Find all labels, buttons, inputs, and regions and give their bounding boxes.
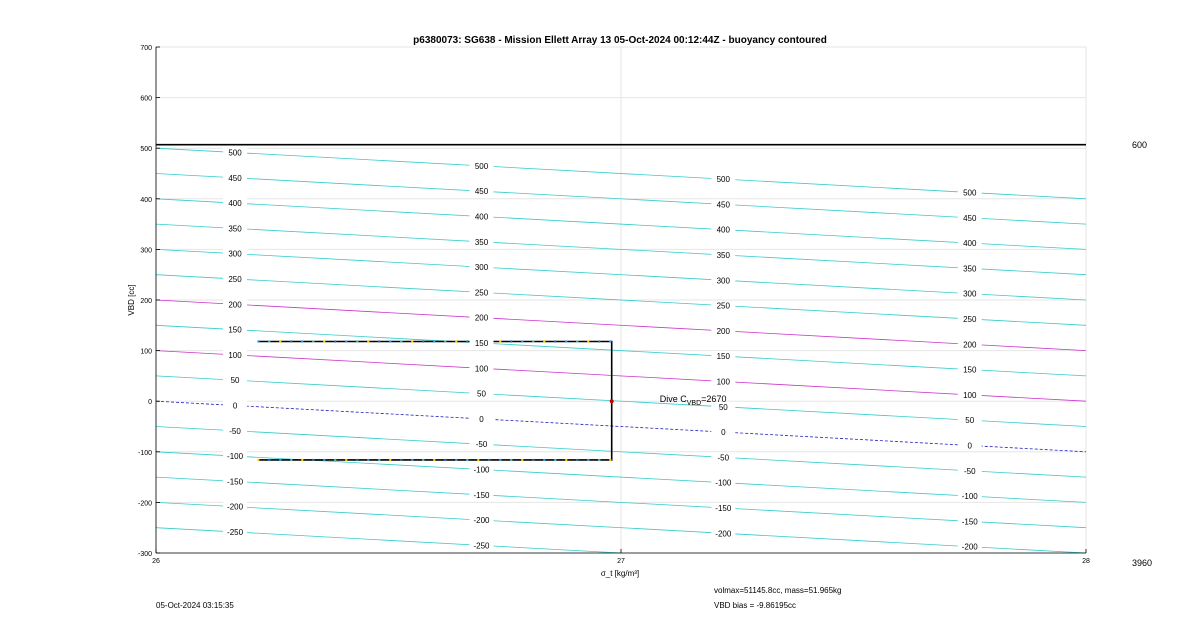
contour-label: 300 bbox=[963, 289, 977, 299]
data-point bbox=[499, 459, 501, 461]
data-point bbox=[455, 340, 457, 342]
y-tick-label: 0 bbox=[148, 399, 152, 407]
data-point bbox=[290, 459, 292, 461]
contour-label: 350 bbox=[474, 237, 489, 247]
contour-label: -150 bbox=[227, 477, 244, 487]
data-point bbox=[521, 459, 523, 461]
data-point bbox=[301, 459, 303, 461]
y-tick-label: 500 bbox=[140, 146, 152, 154]
contour-label: 400 bbox=[963, 239, 977, 249]
contour-label: 350 bbox=[963, 264, 977, 274]
data-point bbox=[576, 340, 578, 342]
data-point bbox=[466, 340, 468, 342]
vbd-bias: VBD bias = -9.86195cc bbox=[714, 601, 797, 610]
data-point bbox=[554, 340, 556, 342]
data-point bbox=[400, 459, 402, 461]
data-point bbox=[598, 340, 600, 342]
data-point bbox=[312, 340, 314, 342]
contour-label: 200 bbox=[474, 313, 489, 323]
data-point bbox=[587, 459, 589, 461]
contour-label: 500 bbox=[716, 175, 730, 185]
data-point bbox=[367, 340, 369, 342]
contour-label: 100 bbox=[716, 377, 730, 387]
contour-label: 500 bbox=[474, 161, 489, 171]
data-point bbox=[444, 459, 446, 461]
marker-point bbox=[610, 399, 614, 403]
data-point bbox=[301, 340, 303, 342]
x-tick-label: 26 bbox=[152, 558, 160, 565]
contour-label: 250 bbox=[716, 301, 730, 311]
contour-label: -100 bbox=[473, 465, 490, 475]
contour-label: 250 bbox=[228, 275, 242, 285]
contour-label: 300 bbox=[228, 249, 242, 259]
data-point bbox=[257, 340, 259, 342]
data-point bbox=[290, 340, 292, 342]
contour-label: 450 bbox=[963, 213, 977, 223]
data-point bbox=[356, 340, 358, 342]
data-point bbox=[422, 459, 424, 461]
data-point bbox=[477, 459, 479, 461]
data-point bbox=[323, 340, 325, 342]
data-point bbox=[378, 340, 380, 342]
contour-label: 500 bbox=[228, 148, 242, 158]
contour-label: 0 bbox=[721, 428, 726, 438]
data-point bbox=[345, 340, 347, 342]
data-point bbox=[499, 340, 501, 342]
dive-cvbd-prefix: Dive C bbox=[659, 394, 687, 405]
data-point bbox=[312, 459, 314, 461]
contour-label: 0 bbox=[479, 414, 484, 424]
data-point bbox=[532, 459, 534, 461]
contour-label: -100 bbox=[961, 492, 978, 502]
dive-cvbd-suffix: =2670 bbox=[701, 394, 727, 405]
data-point bbox=[389, 340, 391, 342]
right-top-label: 600 bbox=[1132, 140, 1148, 150]
contour-label: 450 bbox=[716, 200, 730, 210]
contour-label: 300 bbox=[474, 263, 489, 273]
data-point bbox=[565, 459, 567, 461]
contour-label: 500 bbox=[963, 188, 977, 198]
data-point bbox=[587, 340, 589, 342]
data-point bbox=[411, 459, 413, 461]
y-tick-label: 200 bbox=[140, 298, 152, 305]
contour-label: 50 bbox=[718, 402, 728, 412]
contour-label: 250 bbox=[474, 288, 489, 298]
contour-label: 150 bbox=[228, 325, 242, 335]
data-point bbox=[565, 340, 567, 342]
axes bbox=[138, 45, 1090, 565]
data-point bbox=[400, 340, 402, 342]
chart-title: p6380073: SG638 - Mission Ellett Array 13 05-Oct-2024 00:12:44Z - buoyancy contoured bbox=[413, 35, 827, 46]
contour-label: 50 bbox=[477, 389, 486, 399]
contour-label: 0 bbox=[967, 441, 972, 451]
contour-label: -250 bbox=[473, 541, 490, 551]
contour-label: 450 bbox=[474, 187, 489, 197]
contour-label: 0 bbox=[232, 401, 238, 411]
contour-label: -200 bbox=[227, 502, 244, 512]
data-point bbox=[554, 459, 556, 461]
contour-label: 400 bbox=[474, 212, 489, 222]
data-point bbox=[455, 459, 457, 461]
contour-label: -100 bbox=[715, 478, 732, 488]
contour-label: 200 bbox=[228, 300, 242, 310]
data-point bbox=[576, 459, 578, 461]
y-axis-label: VBD [cc] bbox=[127, 284, 136, 316]
dive-cvbd-subscript: VBD bbox=[686, 400, 702, 408]
data-point bbox=[334, 340, 336, 342]
contour-label: -150 bbox=[473, 490, 490, 500]
contour-label: 350 bbox=[716, 250, 730, 260]
data-point bbox=[268, 459, 270, 461]
data-point bbox=[510, 459, 512, 461]
data-point bbox=[323, 459, 325, 461]
contour-label: 150 bbox=[963, 365, 977, 375]
data-point bbox=[532, 340, 534, 342]
data-point bbox=[345, 459, 347, 461]
contour-label: 350 bbox=[228, 224, 242, 234]
contour-label: 300 bbox=[716, 276, 730, 286]
data-point bbox=[334, 459, 336, 461]
contour-label: 400 bbox=[716, 225, 730, 235]
y-tick-label: -200 bbox=[137, 500, 152, 508]
data-point bbox=[378, 459, 380, 461]
contour-label: -50 bbox=[475, 440, 488, 450]
data-point bbox=[279, 340, 281, 342]
y-tick-label: 300 bbox=[140, 247, 152, 255]
contour-label: -150 bbox=[961, 517, 978, 527]
data-point bbox=[257, 459, 259, 461]
data-point bbox=[543, 459, 545, 461]
contour-label: -150 bbox=[715, 503, 732, 513]
data-point bbox=[609, 340, 611, 342]
contour-label: -50 bbox=[229, 426, 241, 436]
data-point bbox=[598, 459, 600, 461]
contour-label: 200 bbox=[963, 340, 977, 350]
timestamp: 05-Oct-2024 03:15:35 bbox=[156, 601, 234, 610]
contour-label: -50 bbox=[963, 466, 976, 476]
contour-label: 150 bbox=[716, 352, 730, 362]
y-tick-label: 700 bbox=[140, 45, 152, 52]
data-point bbox=[521, 340, 523, 342]
y-tick-label: 600 bbox=[140, 95, 152, 103]
data-point bbox=[510, 340, 512, 342]
y-tick-label: 400 bbox=[140, 196, 152, 204]
contour-label: -50 bbox=[717, 453, 730, 463]
x-axis-label: σ_t [kg/m³] bbox=[600, 569, 640, 578]
contour-label: 250 bbox=[963, 314, 977, 324]
data-point bbox=[488, 459, 490, 461]
contour-label: 50 bbox=[965, 416, 975, 426]
data-point bbox=[466, 459, 468, 461]
data-point bbox=[543, 340, 545, 342]
contour-label: 150 bbox=[474, 339, 489, 349]
contour-label: -100 bbox=[227, 452, 244, 462]
data-point bbox=[268, 340, 270, 342]
contour-label: -200 bbox=[473, 516, 490, 526]
y-tick-label: 100 bbox=[140, 348, 152, 356]
volmax-mass: volmax=51145.8cc, mass=51.965kg bbox=[714, 586, 842, 595]
contour-label: -250 bbox=[227, 528, 244, 538]
contour-label: 100 bbox=[963, 390, 977, 400]
x-tick-label: 28 bbox=[1082, 558, 1090, 565]
contour-label: 400 bbox=[228, 199, 242, 209]
data-point bbox=[411, 340, 413, 342]
data-point bbox=[422, 340, 424, 342]
data-point bbox=[433, 340, 435, 342]
data-point bbox=[389, 459, 391, 461]
data-point bbox=[433, 459, 435, 461]
contour-label: 200 bbox=[716, 326, 730, 336]
contour-label: 100 bbox=[228, 350, 242, 360]
contour-label: 50 bbox=[230, 376, 240, 386]
x-tick-label: 27 bbox=[617, 558, 625, 565]
contour-label: 450 bbox=[228, 173, 242, 183]
data-point bbox=[444, 340, 446, 342]
data-point bbox=[609, 459, 611, 461]
data-point bbox=[367, 459, 369, 461]
data-point bbox=[279, 459, 281, 461]
y-tick-label: -300 bbox=[137, 551, 152, 558]
contour-label: 100 bbox=[474, 364, 489, 374]
y-tick-label: -100 bbox=[137, 449, 152, 457]
contour-label: -200 bbox=[961, 542, 978, 552]
data-point bbox=[356, 459, 358, 461]
contour-label: -200 bbox=[715, 529, 732, 539]
right-bottom-label: 3960 bbox=[1132, 558, 1153, 568]
